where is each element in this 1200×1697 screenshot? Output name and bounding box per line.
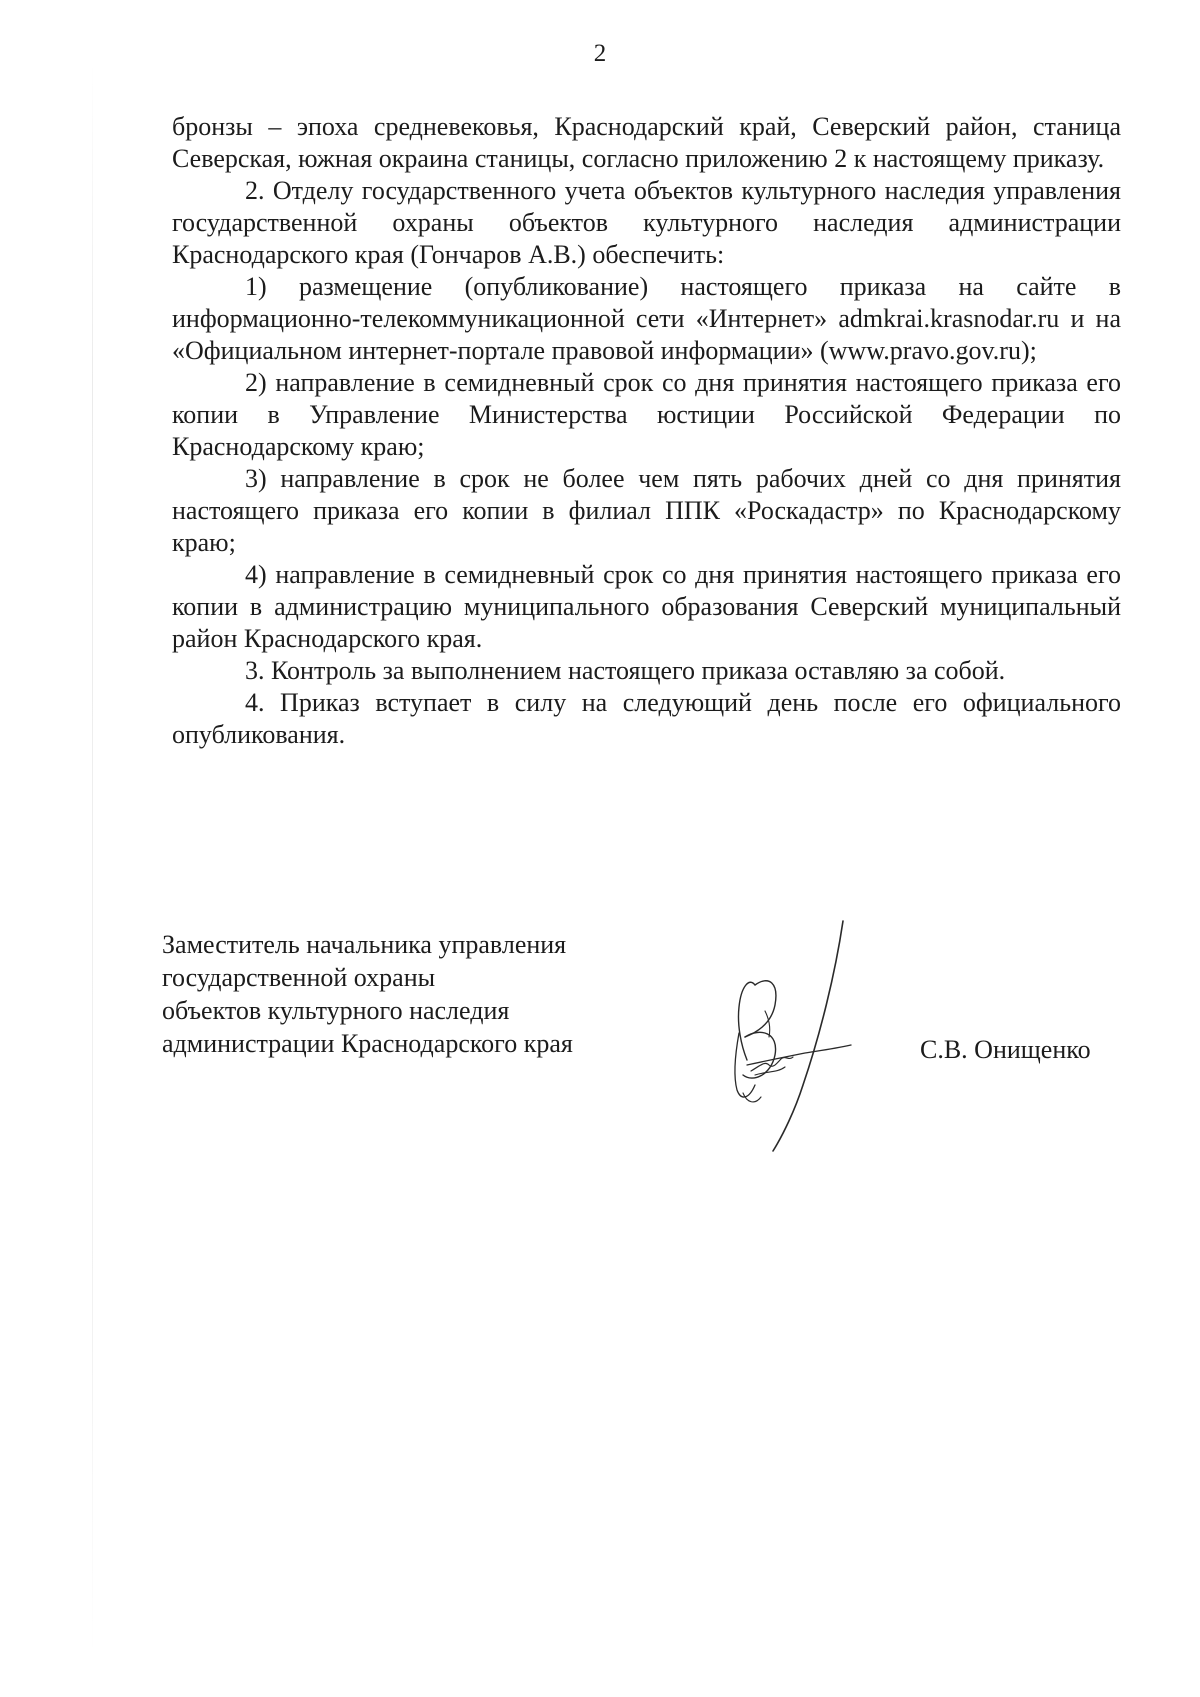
paragraph-subitem-4: 4) направление в семидневный срок со дня принятия настоящего приказа его копии в администрацию муниципального образования Северский муниципальный район Краснодарского края. xyxy=(172,560,1121,653)
document-body xyxy=(172,111,1121,751)
position-line: Заместитель начальника управления xyxy=(162,930,567,959)
position-line: государственной охраны xyxy=(162,963,436,992)
paragraph-continuation: бронзы – эпоха средневековья, Краснодарский край, Северский район, станица Северская, южная окраина станицы, согласно приложению 2 к настоящему приказу. xyxy=(172,112,1121,173)
paragraph-item-4: 4. Приказ вступает в силу на следующий день после его официального опубликования. xyxy=(172,688,1121,749)
paragraph-subitem-1: 1) размещение (опубликование) настоящего приказа на сайте в информационно-телекоммуникационной сети «Интернет» admkrai.krasnodar.ru и на «Официальном интернет-портале правовой информации» (www.pravo.gov.ru); xyxy=(172,272,1121,365)
paragraph-subitem-2: 2) направление в семидневный срок со дня принятия настоящего приказа его копии в Управление Министерства юстиции Российской Федерации по Краснодарскому краю; xyxy=(172,368,1121,461)
paragraph-item-3: 3. Контроль за выполнением настоящего приказа оставляю за собой. xyxy=(245,656,1006,685)
page-number: 2 xyxy=(593,40,607,67)
signer-name: С.В. Онищенко xyxy=(920,1035,1091,1064)
scan-edge-shadow xyxy=(92,60,93,1660)
handwritten-signature-icon xyxy=(725,915,875,1155)
paragraph-subitem-3: 3) направление в срок не более чем пять рабочих дней со дня принятия настоящего приказа его копии в филиал ППК «Роскадастр» по Краснодарскому краю; xyxy=(172,464,1121,557)
position-line: объектов культурного наследия xyxy=(162,996,510,1025)
paragraph-item-2: 2. Отделу государственного учета объектов культурного наследия управления государственной охраны объектов культурного наследия администрации Краснодарского края (Гончаров А.В.) обеспечить: xyxy=(172,176,1121,269)
signatory-position xyxy=(162,928,642,1060)
position-line: администрации Краснодарского края xyxy=(162,1029,573,1058)
